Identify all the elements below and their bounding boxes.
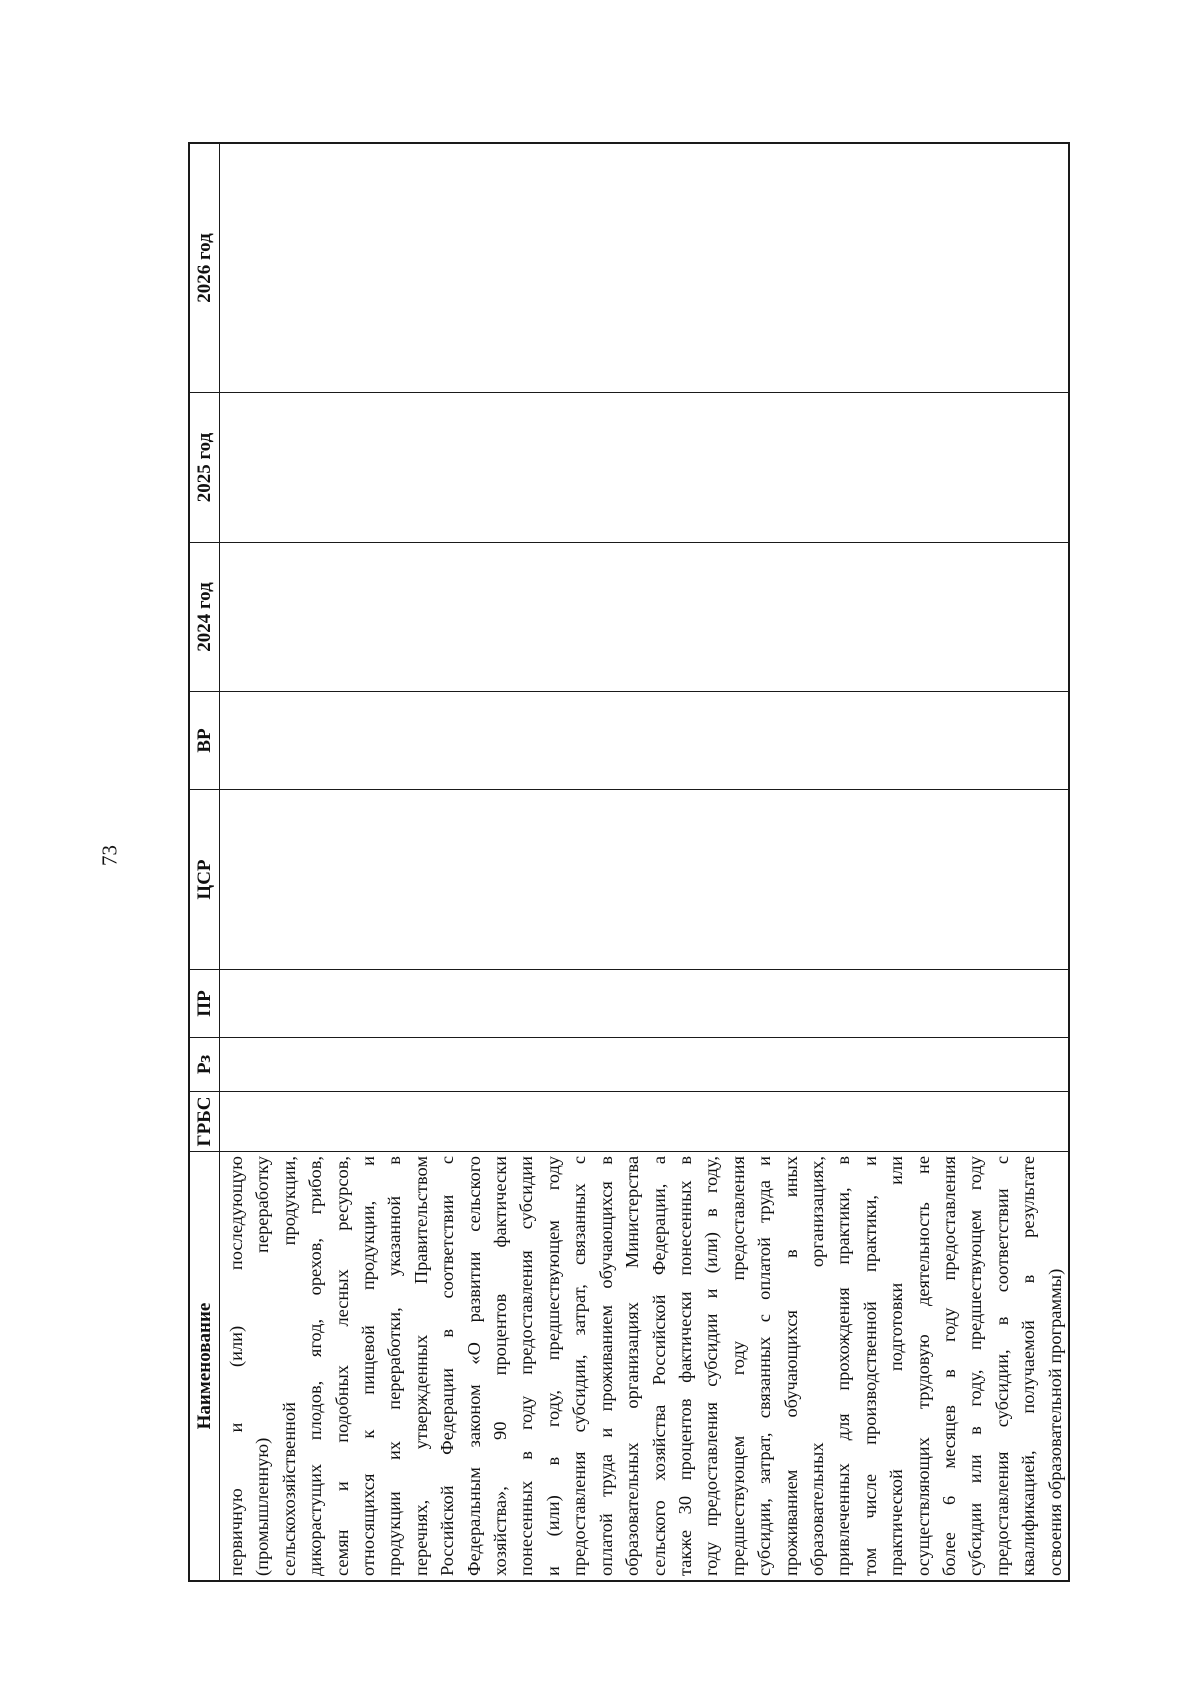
name-line: субсидии, затрат, связанных с оплатой труда и xyxy=(754,1156,775,1576)
name-line: освоения образовательной программы) xyxy=(1044,1268,1065,1576)
header-name: Наименование xyxy=(190,1152,220,1580)
budget-table xyxy=(188,142,1070,1582)
name-line: оплатой труда и проживанием обучающихся в xyxy=(595,1156,616,1576)
cell-grbs xyxy=(220,1092,223,1151)
name-line: предоставления субсидии, в соответствии с xyxy=(991,1156,1012,1576)
header-2026: 2026 год xyxy=(190,144,220,392)
name-line: более 6 месяцев в году предоставления xyxy=(938,1156,959,1576)
column-csr xyxy=(190,789,1068,969)
name-line: проживанием обучающихся в иных xyxy=(780,1156,801,1576)
column-name xyxy=(190,1151,1068,1580)
name-line: образовательных организациях Министерства xyxy=(622,1156,643,1576)
budget-table-rotated xyxy=(190,144,1068,1580)
name-line: и (или) в году, предшествующем году xyxy=(542,1156,563,1576)
name-line: сельского хозяйства Российской Федерации, а xyxy=(648,1156,669,1576)
column-2026 xyxy=(190,144,1068,392)
name-line: перечнях, утвержденных Правительством xyxy=(410,1156,431,1576)
column-2025 xyxy=(190,392,1068,542)
name-line: Российской Федерации в соответствии с xyxy=(437,1156,458,1576)
cell-vr xyxy=(220,692,223,789)
name-line: понесенных в году предоставления субсидии xyxy=(516,1156,537,1576)
cell-csr xyxy=(220,790,223,969)
cell-2026 xyxy=(220,144,223,392)
name-line: субсидии или в году, предшествующем году xyxy=(965,1156,986,1576)
header-vr: ВР xyxy=(190,692,220,789)
name-line: том числе производственной практики, и xyxy=(859,1156,880,1576)
column-pr xyxy=(190,969,1068,1037)
name-line: первичную и (или) последующую xyxy=(226,1156,246,1576)
header-2025: 2025 год xyxy=(190,393,220,542)
header-csr: ЦСР xyxy=(190,790,220,969)
name-line: осуществляющих трудовую деятельность не xyxy=(912,1156,933,1576)
column-2024 xyxy=(190,542,1068,691)
name-line: предоставления субсидии, затрат, связанных с xyxy=(569,1156,590,1576)
header-2024: 2024 год xyxy=(190,543,220,691)
name-line: сельскохозяйственной продукции, xyxy=(278,1156,299,1576)
cell-2024 xyxy=(220,543,223,691)
name-line: Федеральным законом «О развитии сельского xyxy=(463,1156,484,1576)
cell-pr xyxy=(220,970,223,1037)
name-line: квалификацией, получаемой в результате xyxy=(1018,1156,1039,1576)
header-grbs: ГРБС xyxy=(190,1092,220,1151)
name-line: относящихся к пищевой продукции, и xyxy=(358,1156,379,1576)
cell-2025 xyxy=(220,393,223,542)
name-line: предшествующем году предоставления xyxy=(727,1156,748,1576)
name-line: образовательных организациях, xyxy=(806,1156,827,1576)
name-line: также 30 процентов фактически понесенных в xyxy=(674,1156,695,1576)
column-grbs xyxy=(190,1091,1068,1151)
name-line: привлеченных для прохождения практики, в xyxy=(833,1156,854,1576)
name-line: хозяйства», 90 процентов фактически xyxy=(490,1156,511,1576)
name-line: дикорастущих плодов, ягод, орехов, грибов, xyxy=(305,1156,326,1576)
cell-name xyxy=(220,1152,1068,1580)
header-pr: ПР xyxy=(190,970,220,1037)
name-line: продукции их переработки, указанной в xyxy=(384,1156,405,1576)
name-line: практической подготовки или xyxy=(886,1156,907,1576)
column-vr xyxy=(190,691,1068,789)
column-rz xyxy=(190,1037,1068,1091)
page-number: 73 xyxy=(97,845,122,866)
name-line: (промышленную) переработку xyxy=(252,1156,273,1576)
name-line: году предоставления субсидии и (или) в году, xyxy=(701,1156,722,1576)
cell-rz xyxy=(220,1038,223,1091)
header-rz: Рз xyxy=(190,1038,220,1091)
name-line: семян и подобных лесных ресурсов, xyxy=(331,1156,352,1576)
